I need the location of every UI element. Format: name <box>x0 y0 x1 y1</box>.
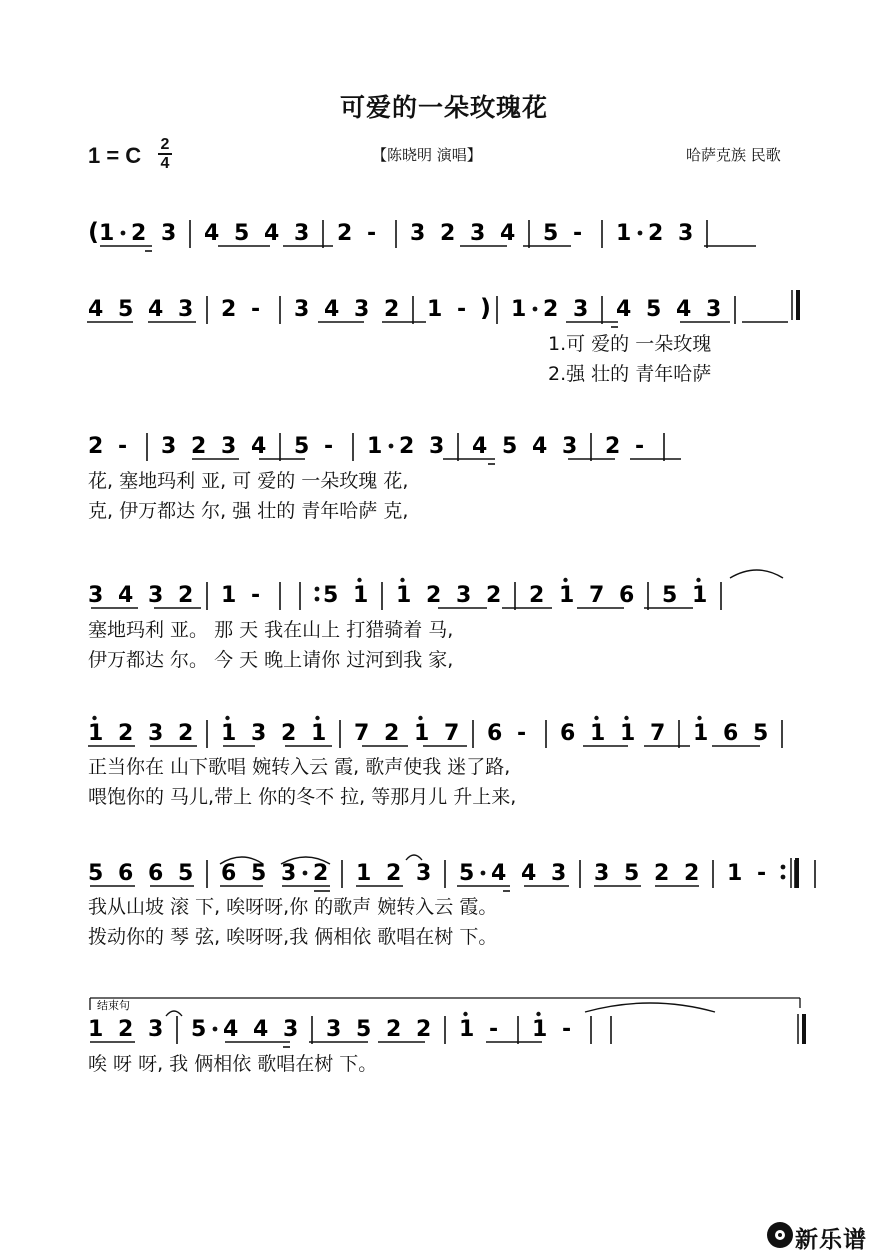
note: 1 <box>590 721 606 746</box>
note: 5 <box>646 297 662 322</box>
note: 2 <box>605 434 621 459</box>
note: 2 <box>178 721 194 746</box>
note: 2 <box>543 297 559 322</box>
dash: - <box>251 583 261 608</box>
note: 5 <box>178 861 194 886</box>
note: 6 <box>487 721 503 746</box>
note: 5 <box>543 221 559 246</box>
augmentation-dot <box>389 444 394 449</box>
note: 3 <box>416 861 432 886</box>
lyric-line: 喂饱你的 马儿,带上 你的冬不 拉, 等那月儿 升上来, <box>88 786 517 808</box>
note: 2 <box>131 221 147 246</box>
dash: - <box>757 861 767 886</box>
note: 3 <box>410 221 426 246</box>
dash: - <box>251 297 261 322</box>
lyric-line: 拨动你的 琴 弦, 唉呀呀,我 俩相依 歌唱在树 下。 <box>88 926 498 948</box>
note: 2 <box>654 861 670 886</box>
note: 2 <box>88 434 104 459</box>
key-signature: 1 = C <box>88 143 142 168</box>
note: 2 <box>416 1017 432 1042</box>
lyric-line: 伊万都达 尔。 今 天 晚上请你 过河到我 家, <box>88 649 454 671</box>
time-signature-top: 2 <box>160 136 170 153</box>
note: 5 <box>118 297 134 322</box>
note: 2 <box>384 721 400 746</box>
song-origin: 哈萨克族 民歌 <box>686 146 781 164</box>
note: 5 <box>251 861 267 886</box>
note: 7 <box>650 721 666 746</box>
lyric-line: 正当你在 山下歌唱 婉转入云 霞, 歌声使我 迷了路, <box>88 756 511 778</box>
note: 2 <box>386 861 402 886</box>
note: 2 <box>118 1017 134 1042</box>
note: 6 <box>118 861 134 886</box>
staff-row <box>88 578 721 610</box>
dash: - <box>367 221 377 246</box>
high-octave-dot <box>92 716 96 720</box>
note: 1 <box>727 861 743 886</box>
repeat-dot <box>781 865 786 870</box>
note: 1 <box>559 583 575 608</box>
note: 5 <box>234 221 250 246</box>
staff-row <box>87 294 788 327</box>
note: 1 <box>221 583 237 608</box>
high-octave-dot <box>463 1012 467 1016</box>
note: 5 <box>191 1017 207 1042</box>
augmentation-dot <box>533 307 538 312</box>
note: 4 <box>253 1017 269 1042</box>
note: 1 <box>353 583 369 608</box>
note: 2 <box>384 297 400 322</box>
note: 3 <box>678 221 694 246</box>
note: 3 <box>706 297 722 322</box>
augmentation-dot <box>638 231 643 236</box>
note: 3 <box>354 297 370 322</box>
lyric-line: 我从山坡 滚 下, 唉呀呀,你 的歌声 婉转入云 霞。 <box>88 896 498 918</box>
note: 3 <box>294 221 310 246</box>
note: 4 <box>118 583 134 608</box>
note: 2 <box>221 297 237 322</box>
dash: - <box>324 434 334 459</box>
staff-row <box>88 433 681 464</box>
coda-bracket <box>90 998 800 1012</box>
paren: ) <box>480 294 491 322</box>
note: 5 <box>624 861 640 886</box>
time-signature-bottom: 4 <box>160 155 170 172</box>
note: 1 <box>88 721 104 746</box>
note: 1 <box>692 583 708 608</box>
note: 4 <box>616 297 632 322</box>
high-octave-dot <box>563 578 567 582</box>
repeat-dot <box>781 875 786 880</box>
note: 6 <box>723 721 739 746</box>
high-octave-dot <box>696 578 700 582</box>
note: 2 <box>648 221 664 246</box>
note: 4 <box>532 434 548 459</box>
note: 1 <box>311 721 327 746</box>
note: 1 <box>532 1017 548 1042</box>
fermata-icon <box>166 1011 182 1016</box>
note: 4 <box>500 221 516 246</box>
note: 4 <box>491 861 507 886</box>
high-octave-dot <box>536 1012 540 1016</box>
note: 5 <box>753 721 769 746</box>
coda-label: 结束句 <box>97 999 130 1012</box>
dash: - <box>517 721 527 746</box>
note: 2 <box>486 583 502 608</box>
note: 1 <box>99 221 115 246</box>
high-octave-dot <box>697 716 701 720</box>
augmentation-dot <box>213 1027 218 1032</box>
note: 3 <box>429 434 445 459</box>
note: 6 <box>148 861 164 886</box>
note: 3 <box>221 434 237 459</box>
note: 1 <box>511 297 527 322</box>
note: 3 <box>470 221 486 246</box>
high-octave-dot <box>400 578 404 582</box>
note: 7 <box>589 583 605 608</box>
note: 3 <box>283 1017 299 1042</box>
note: 1 <box>459 1017 475 1042</box>
dash: - <box>489 1017 499 1042</box>
note: 4 <box>204 221 220 246</box>
paren: ( <box>88 218 99 246</box>
note: 3 <box>161 434 177 459</box>
note: 5 <box>502 434 518 459</box>
note: 1 <box>396 583 412 608</box>
lyric-line: 1.可 爱的 一朵玫瑰 <box>548 333 712 355</box>
note: 1 <box>693 721 709 746</box>
note: 5 <box>662 583 678 608</box>
note: 4 <box>521 861 537 886</box>
fermata-icon <box>406 855 422 860</box>
note: 3 <box>551 861 567 886</box>
note: 2 <box>529 583 545 608</box>
note: 7 <box>444 721 460 746</box>
slur <box>730 570 783 578</box>
note: 4 <box>223 1017 239 1042</box>
high-octave-dot <box>357 578 361 582</box>
lyric-line: 2.强 壮的 青年哈萨 <box>548 363 712 385</box>
note: 2 <box>191 434 207 459</box>
note: 2 <box>178 583 194 608</box>
augmentation-dot <box>121 231 126 236</box>
lyric-line: 克, 伊万都达 尔, 强 壮的 青年哈萨 克, <box>88 500 409 522</box>
note: 1 <box>367 434 383 459</box>
high-octave-dot <box>225 716 229 720</box>
note: 2 <box>281 721 297 746</box>
note: 1 <box>221 721 237 746</box>
note: 3 <box>148 1017 164 1042</box>
note: 4 <box>676 297 692 322</box>
note: 4 <box>324 297 340 322</box>
high-octave-dot <box>594 716 598 720</box>
note: 3 <box>178 297 194 322</box>
note: 1 <box>356 861 372 886</box>
note: 2 <box>313 861 329 886</box>
note: 4 <box>148 297 164 322</box>
brand-name: 新乐谱 <box>795 1227 867 1253</box>
note: 4 <box>88 297 104 322</box>
note: 3 <box>161 221 177 246</box>
note: 3 <box>326 1017 342 1042</box>
note: 2 <box>386 1017 402 1042</box>
dash: - <box>562 1017 572 1042</box>
note: 2 <box>118 721 134 746</box>
note: 1 <box>620 721 636 746</box>
note: 3 <box>594 861 610 886</box>
note: 5 <box>459 861 475 886</box>
lyric-line: 唉 呀 呀, 我 俩相依 歌唱在树 下。 <box>88 1053 378 1075</box>
note: 1 <box>414 721 430 746</box>
staff-row <box>88 1012 611 1047</box>
note: 3 <box>456 583 472 608</box>
song-title: 可爱的一朵玫瑰花 <box>339 93 548 122</box>
staff-row <box>88 716 782 748</box>
note: 4 <box>264 221 280 246</box>
note: 4 <box>251 434 267 459</box>
note: 5 <box>294 434 310 459</box>
note: 3 <box>573 297 589 322</box>
note: 1 <box>88 1017 104 1042</box>
note: 1 <box>616 221 632 246</box>
note: 3 <box>148 583 164 608</box>
repeat-dot <box>315 587 320 592</box>
note: 3 <box>88 583 104 608</box>
dash: - <box>457 297 467 322</box>
slur <box>585 1003 715 1012</box>
note: 3 <box>562 434 578 459</box>
note: 2 <box>399 434 415 459</box>
note: 7 <box>354 721 370 746</box>
note: 1 <box>427 297 443 322</box>
augmentation-dot <box>481 871 486 876</box>
note: 5 <box>323 583 339 608</box>
note: 6 <box>560 721 576 746</box>
dash: - <box>573 221 583 246</box>
note: 6 <box>619 583 635 608</box>
note: 3 <box>294 297 310 322</box>
note: 6 <box>221 861 237 886</box>
dash: - <box>635 434 645 459</box>
note: 2 <box>440 221 456 246</box>
note: 5 <box>356 1017 372 1042</box>
note: 5 <box>88 861 104 886</box>
staff-row <box>88 860 815 891</box>
high-octave-dot <box>624 716 628 720</box>
note: 2 <box>426 583 442 608</box>
note: 4 <box>472 434 488 459</box>
lyric-line: 花, 塞地玛利 亚, 可 爱的 一朵玫瑰 花, <box>88 470 409 492</box>
high-octave-dot <box>315 716 319 720</box>
note: 2 <box>684 861 700 886</box>
dash: - <box>118 434 128 459</box>
note: 3 <box>148 721 164 746</box>
staff-row <box>88 218 756 251</box>
lyric-line: 塞地玛利 亚。 那 天 我在山上 打猎骑着 马, <box>88 619 454 641</box>
singer-credit: 【陈晓明 演唱】 <box>372 146 482 164</box>
note: 3 <box>251 721 267 746</box>
note: 3 <box>281 861 297 886</box>
note: 2 <box>337 221 353 246</box>
high-octave-dot <box>418 716 422 720</box>
repeat-dot <box>315 597 320 602</box>
augmentation-dot <box>303 871 308 876</box>
